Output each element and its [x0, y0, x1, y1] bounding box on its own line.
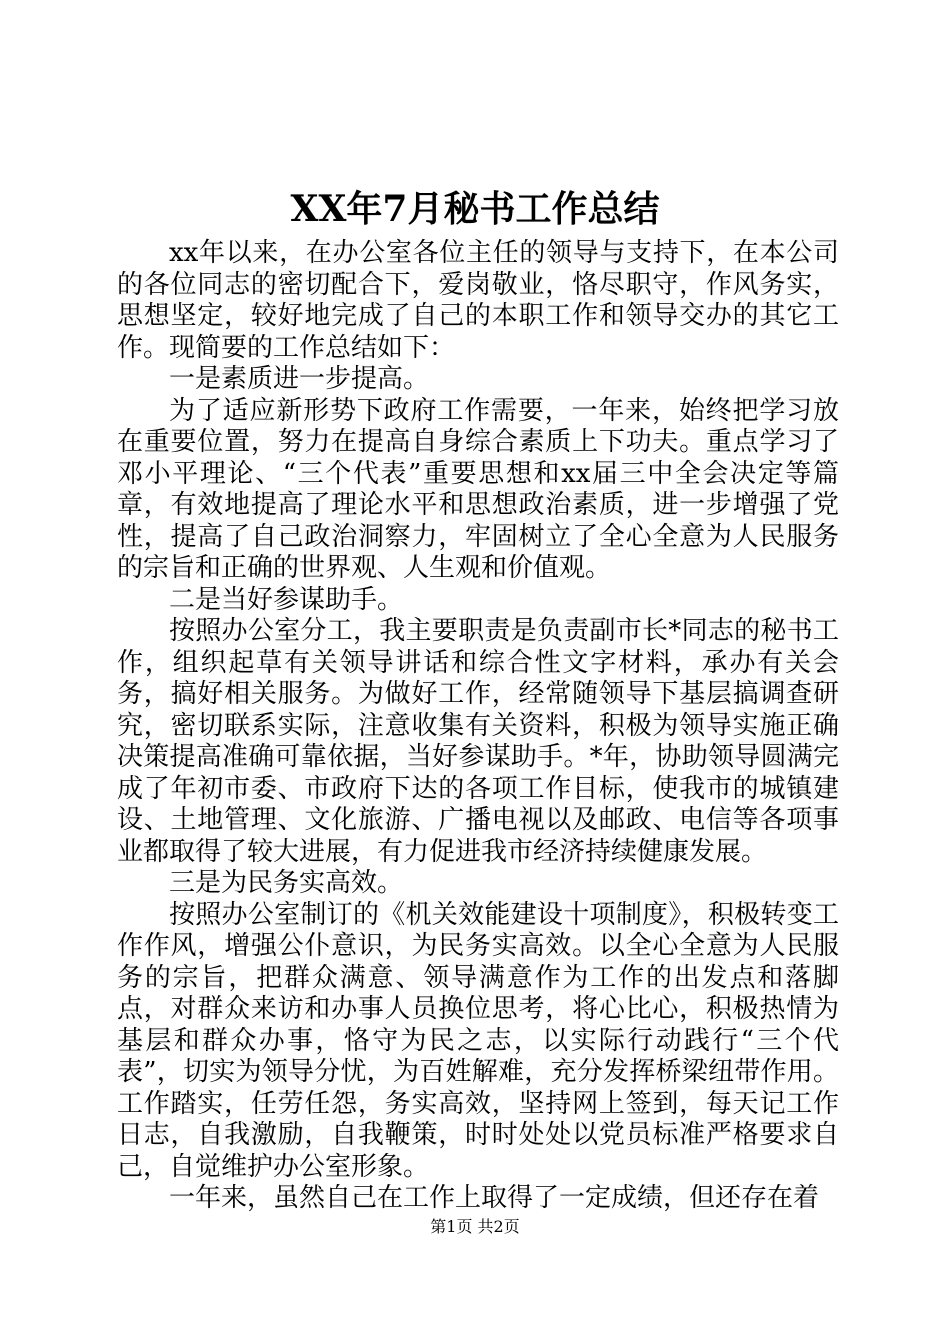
document-title: XX年7月秘书工作总结 — [290, 188, 660, 230]
document-body — [117, 238, 839, 1215]
section-heading-2: 二是当好参谋助手。 — [169, 584, 404, 615]
paragraph-section-3: 按照办公室制订的《机关效能建设十项制度》，积极转变工作作风，增强公仆意识，为民务实高效。以全心全意为人民服务的宗旨，把群众满意、领导满意作为工作的出发点和落脚点，对群众来访和办事人员换位思考，将心比心，积极热情为基层和群众办事，恪守为民之志，以实际行动践行“三个代表”，切实为领导分忧，为百姓解难，充分发挥桥梁纽带作用。工作踏实，任劳任怨，务实高效，坚持网上签到，每天记工作日志，自我激励，自我鞭策，时时处处以党员标准严格要求自己，自觉维护办公室形象。 — [117, 899, 839, 1182]
paragraph-conclusion: 一年来，虽然自己在工作上取得了一定成绩，但还存在着 — [169, 1183, 820, 1213]
paragraph-section-2: 按照办公室分工，我主要职责是负责副市长*同志的秘书工作，组织起草有关领导讲话和综合性文字材料，承办有关会务，搞好相关服务。为做好工作，经常随领导下基层搞调查研究，密切联系实际，注意收集有关资料，积极为领导实施正确决策提高准确可靠依据，当好参谋助手。*年，协助领导圆满完成了年初市委、市政府下达的各项工作目标，使我市的城镇建设、土地管理、文化旅游、广播电视以及邮政、电信等各项事业都取得了较大进展，有力促进我市经济持续健康发展。 — [117, 616, 839, 867]
section-heading-1: 一是素质进一步提高。 — [169, 364, 430, 394]
paragraph-intro: xx年以来，在办公室各位主任的领导与支持下，在本公司的各位同志的密切配合下，爱岗敬业，恪尽职守，作风务实，思想坚定，较好地完成了自己的本职工作和领导交办的其它工作。现简要的工作总结如下： — [117, 238, 839, 363]
section-heading-3: 三是为民务实高效。 — [169, 868, 404, 898]
page-footer: 第1页 共2页 — [430, 1217, 520, 1236]
paragraph-section-1: 为了适应新形势下政府工作需要，一年来，始终把学习放在重要位置，努力在提高自身综合素质上下功夫。重点学习了邓小平理论、“三个代表”重要思想和xx届三中全会决定等篇章，有效地提高了理论水平和思想政治素质，进一步增强了党性，提高了自己政治洞察力，牢固树立了全心全意为人民服务的宗旨和正确的世界观、人生观和价值观。 — [117, 395, 839, 583]
